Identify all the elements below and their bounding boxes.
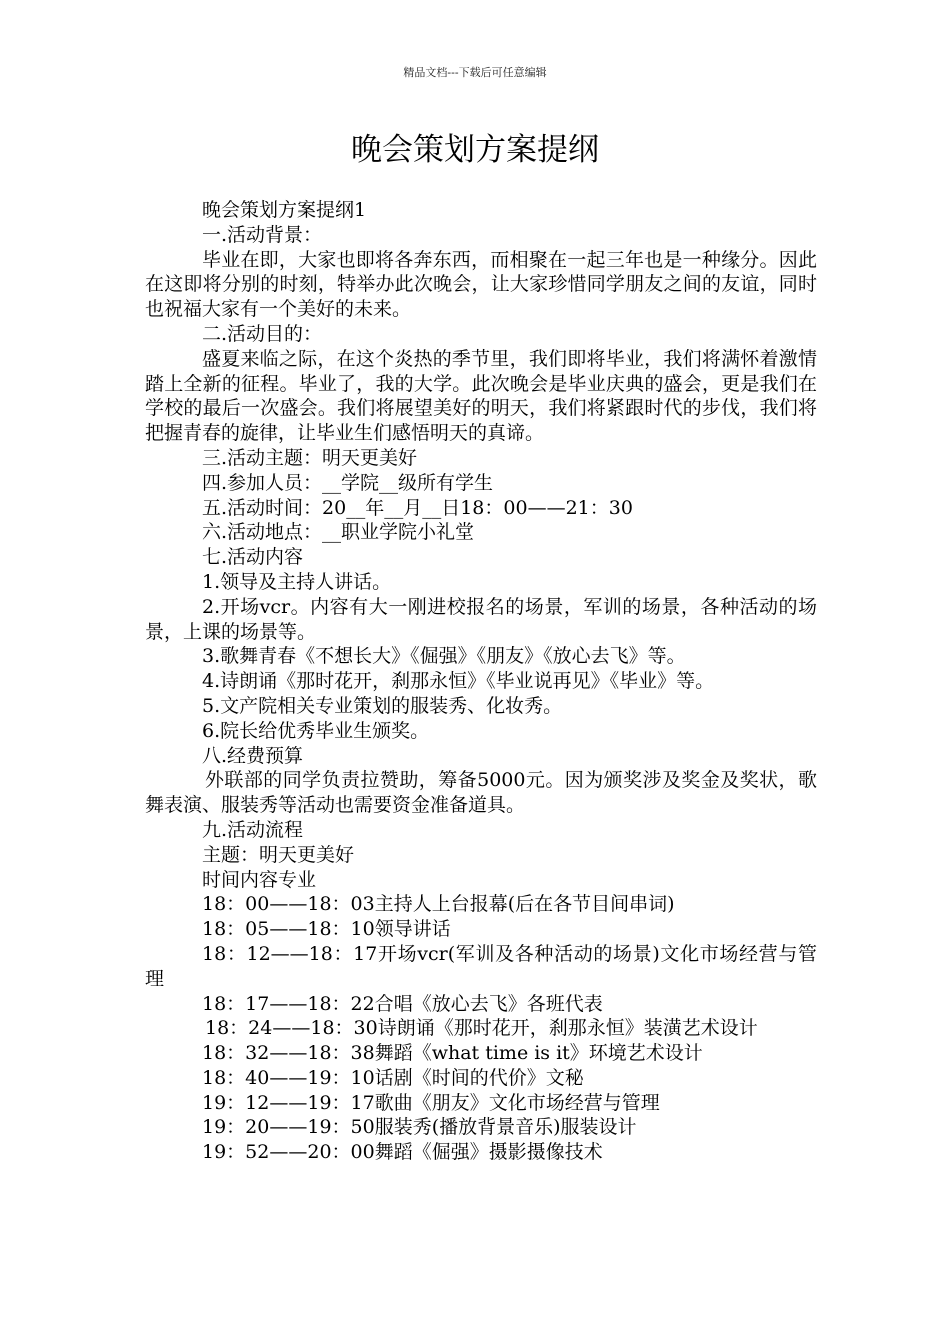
heading-budget: 八.经费预算 — [202, 744, 304, 767]
schedule-row: 18：17——18：22合唱《放心去飞》各班代表 — [202, 992, 603, 1015]
header-note: 精品文档---下载后可任意编辑 — [403, 66, 547, 79]
schedule-row: 18：05——18：10领导讲话 — [202, 918, 451, 941]
schedule-row: 18：32——18：38舞蹈《what time is it》环境艺术设计 — [202, 1042, 703, 1065]
schedule-row: 18：12——18：17开场vcr(军训及各种活动的场景)文化市场经营与管理 — [145, 942, 817, 990]
schedule-row: 18：40——19：10话剧《时间的代价》文秘 — [202, 1066, 584, 1089]
paragraph-background: 毕业在即，大家也即将各奔东西，而相聚在一起三年也是一种缘分。因此在这即将分别的时刻，特举办此次晚会，让大家珍惜同学朋友之间的友谊，同时也祝福大家有一个美好的未来。 — [145, 248, 817, 321]
paragraph-subtitle: 晚会策划方案提纲1 — [202, 199, 367, 221]
schedule-row: 19：20——19：50服装秀(播放背景音乐)服装设计 — [202, 1116, 637, 1139]
heading-content: 七.活动内容 — [202, 546, 304, 569]
schedule-row: 18：00——18：03主持人上台报幕(后在各节目间串词) — [202, 893, 675, 916]
item-location: 六.活动地点：__职业学院小礼堂 — [202, 521, 475, 544]
schedule-row: 18：24——18：30诗朗诵《那时花开，刹那永恒》装潢艺术设计 — [205, 1017, 758, 1040]
document-title: 晚会策划方案提纲 — [351, 132, 599, 168]
paragraph-purpose: 盛夏来临之际，在这个炎热的季节里，我们即将毕业，我们将满怀着激情踏上全新的征程。毕业了，我的大学。此次晚会是毕业庆典的盛会，更是我们在学校的最后一次盛会。我们将展望美好的明天，我们将紧跟时代的步伐，我们将把握青春的旋律，让毕业生们感悟明天的真谛。 — [145, 347, 817, 445]
content-item-3: 3.歌舞青春《不想长大》《倔强》《朋友》《放心去飞》等。 — [202, 645, 686, 668]
content-item-5: 5.文产院相关专业策划的服装秀、化妆秀。 — [202, 694, 563, 717]
item-participants: 四.参加人员：__学院__级所有学生 — [202, 471, 494, 494]
content-item-4: 4.诗朗诵《那时花开，刹那永恒》《毕业说再见》《毕业》等。 — [202, 670, 715, 693]
document-body — [145, 198, 817, 1165]
schedule-columns: 时间内容专业 — [202, 868, 317, 891]
heading-purpose: 二.活动目的： — [202, 322, 323, 345]
content-item-6: 6.院长给优秀毕业生颁奖。 — [202, 719, 430, 742]
heading-schedule: 九.活动流程 — [202, 818, 304, 841]
heading-background: 一.活动背景： — [202, 223, 323, 246]
schedule-row: 19：12——19：17歌曲《朋友》文化市场经营与管理 — [202, 1091, 660, 1114]
schedule-row: 19：52——20：00舞蹈《倔强》摄影摄像技术 — [202, 1141, 603, 1164]
item-time: 五.活动时间：20__年__月__日18：00——21：30 — [202, 496, 633, 519]
content-item-1: 1.领导及主持人讲话。 — [202, 570, 392, 593]
content-item-2: 2.开场vcr。内容有大一刚进校报名的场景，军训的场景，各种活动的场景，上课的场景等。 — [145, 595, 817, 643]
item-theme: 三.活动主题：明天更美好 — [202, 446, 418, 469]
paragraph-budget: 外联部的同学负责拉赞助，筹备5000元。因为颁奖涉及奖金及奖状，歌舞表演、服装秀等活动也需要资金准备道具。 — [145, 769, 817, 817]
schedule-theme: 主题：明天更美好 — [202, 843, 355, 866]
